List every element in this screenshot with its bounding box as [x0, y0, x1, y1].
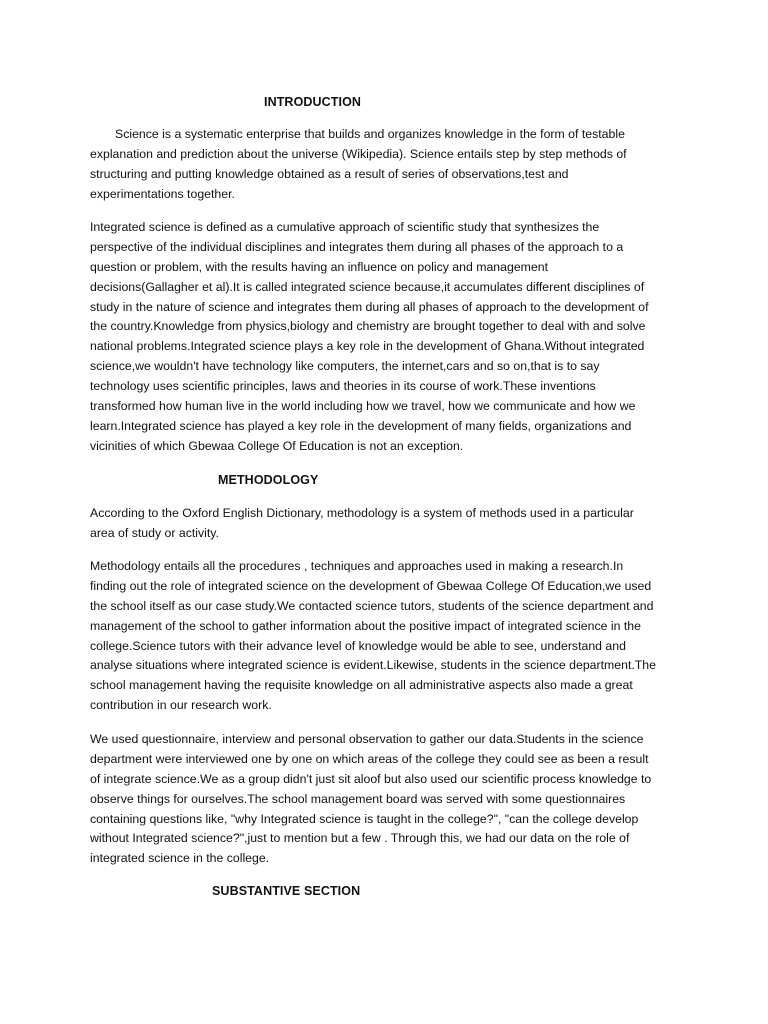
paragraph-line: containing questions like, "why Integrated science is taught in the college?", "can the college develop: [90, 811, 639, 826]
paragraph-line: contribution in our research work.: [90, 698, 272, 713]
methodology-paragraph-3: [90, 730, 680, 869]
substantive-section-heading: SUBSTANTIVE SECTION: [212, 884, 361, 898]
paragraph-line: According to the Oxford English Dictionary, methodology is a system of methods used in a particular: [90, 506, 634, 520]
paragraph-line: national problems.Integrated science plays a key role in the development of Ghana.Without integrated: [90, 339, 645, 354]
paragraph-line: college.Science tutors with their advance level of knowledge would be able to see, understand and: [90, 638, 626, 653]
paragraph-line: study in the nature of science and integrates them during all phases of approach to the development of: [90, 299, 649, 314]
paragraph-line: Science is a systematic enterprise that builds and organizes knowledge in the form of testable: [115, 127, 625, 141]
paragraph-line: school management having the requisite knowledge on all administrative aspects also made a great: [90, 678, 633, 693]
paragraph-line: management of the school to gather information about the positive impact of integrated science in the: [90, 618, 641, 633]
methodology-paragraph-1: [90, 504, 680, 544]
intro-paragraph-1: [90, 125, 680, 205]
methodology-paragraph-2: [90, 557, 680, 716]
paragraph-line: Methodology entails all the procedures , techniques and approaches used in making a research.In: [90, 559, 624, 573]
introduction-heading: INTRODUCTION: [264, 95, 362, 109]
paragraph-line: science,we wouldn't have technology like computers, the internet,cars and so on,that is to say: [90, 359, 600, 374]
paragraph-line: area of study or activity.: [90, 525, 219, 540]
paragraph-line: Integrated science is defined as a cumulative approach of scientific study that synthesizes the: [90, 220, 600, 234]
intro-paragraph-2: [90, 218, 680, 457]
paragraph-line: observe things for ourselves.The school management board was served with some questionnaires: [90, 791, 626, 806]
paragraph-line: without Integrated science?",just to mention but a few . Through this, we had our data on the role of: [90, 831, 630, 846]
paragraph-line: technology uses scientific principles, laws and theories in its course of work.These inventions: [90, 379, 596, 394]
paragraph-line: learn.Integrated science has played a key role in the development of many fields, organizations and: [90, 418, 632, 433]
paragraph-line: the school itself as our case study.We contacted science tutors, students of the science department and: [90, 598, 654, 613]
paragraph-line: department were interviewed one by one on which areas of the college they could see as been a result: [90, 751, 649, 766]
paragraph-line: question or problem, with the results having an influence on policy and management: [90, 259, 548, 274]
paragraph-line: integrated science in the college.: [90, 851, 270, 866]
paragraph-line: decisions(Gallagher et al).It is called integrated science because,it accumulates different disciplines of: [90, 279, 645, 294]
paragraph-line: finding out the role of integrated science on the development of Gbewaa College Of Education,we used: [90, 578, 652, 593]
paragraph-line: explanation and prediction about the universe (Wikipedia). Science entails step by step methods of: [90, 146, 627, 161]
paragraph-line: vicinities of which Gbewaa College Of Education is not an exception.: [90, 438, 464, 453]
paragraph-line: of integrate science.We as a group didn't just sit aloof but also used our scientific process knowledge to: [90, 771, 652, 786]
paragraph-line: We used questionnaire, interview and personal observation to gather our data.Students in the science: [90, 732, 644, 746]
paragraph-line: experimentations together.: [90, 186, 235, 201]
paragraph-line: the country.Knowledge from physics,biology and chemistry are brought together to deal with and solve: [90, 319, 646, 334]
methodology-heading: METHODOLOGY: [218, 473, 319, 487]
paragraph-line: perspective of the individual disciplines and integrates them during all phases of the approach to a: [90, 239, 624, 254]
paragraph-line: transformed how human live in the world including how we travel, how we communicate and how we: [90, 399, 636, 414]
paragraph-line: analyse situations where integrated science is evident.Likewise, students in the science department.The: [90, 658, 656, 673]
paragraph-line: structuring and putting knowledge obtained as a result of series of observations,test and: [90, 166, 569, 181]
